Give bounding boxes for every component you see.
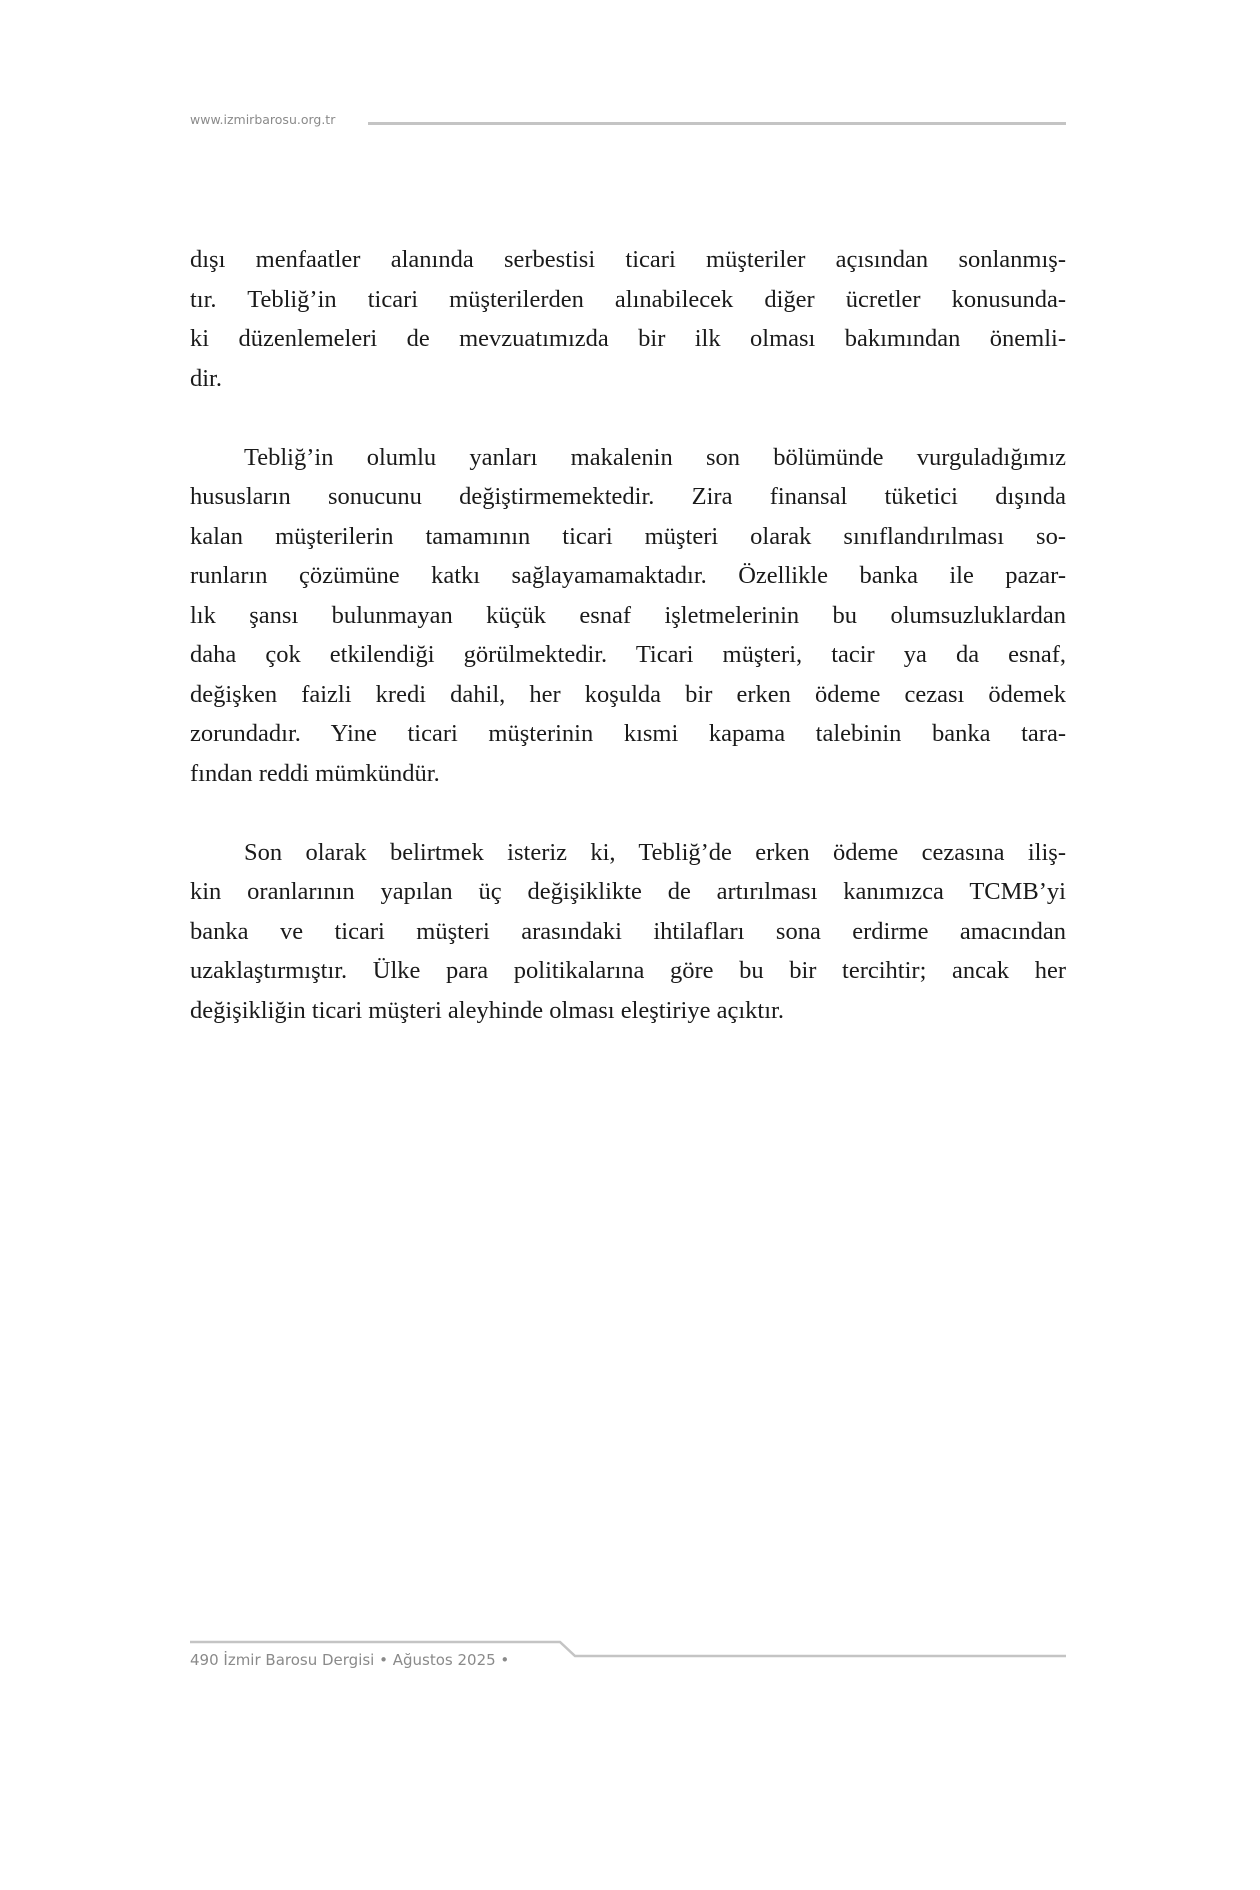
text-line: fından reddi mümkündür. bbox=[190, 759, 440, 787]
text-line: dir. bbox=[190, 364, 222, 392]
text-line: zorundadır. Yine ticari müşterinin kısmi kapama talebinin banka tara- bbox=[190, 720, 1066, 747]
paragraph-1 bbox=[190, 240, 1066, 398]
paragraph-2 bbox=[190, 438, 1066, 794]
text-line: daha çok etkilendiği görülmektedir. Ticari müşteri, tacir ya da esnaf, bbox=[190, 641, 1066, 668]
page-footer bbox=[190, 1635, 1066, 1675]
text-line: ki düzenlemeleri de mevzuatımızda bir ilk olması bakımından önemli- bbox=[190, 325, 1066, 352]
text-line: runların çözümüne katkı sağlayamamaktadır. Özellikle banka ile pazar- bbox=[190, 562, 1066, 589]
page-header bbox=[190, 112, 1066, 132]
text-line: hususların sonucunu değiştirmemektedir. Zira finansal tüketici dışında bbox=[190, 483, 1066, 510]
text-line: değişken faizli kredi dahil, her koşulda bir erken ödeme cezası ödemek bbox=[190, 680, 1066, 708]
text-line: Son olarak belirtmek isteriz ki, Tebliğ’de erken ödeme cezasına iliş- bbox=[244, 838, 1066, 866]
text-line: kalan müşterilerin tamamının ticari müşteri olarak sınıflandırılması so- bbox=[190, 522, 1066, 550]
article-body bbox=[190, 240, 1066, 1070]
text-line: lık şansı bulunmayan küçük esnaf işletmelerinin bu olumsuzluklardan bbox=[190, 601, 1066, 629]
footer-text: 490 İzmir Barosu Dergisi • Ağustos 2025 • bbox=[190, 1651, 510, 1669]
text-line: uzaklaştırmıştır. Ülke para politikalarına göre bu bir tercihtir; ancak her bbox=[190, 957, 1066, 984]
header-rule bbox=[368, 122, 1066, 125]
text-line: Tebliğ’in olumlu yanları makalenin son bölümünde vurguladığımız bbox=[244, 443, 1066, 471]
text-line: dışı menfaatler alanında serbestisi ticari müşteriler açısından sonlanmış- bbox=[190, 246, 1066, 273]
paragraph-3 bbox=[190, 833, 1066, 1031]
text-line: kin oranlarının yapılan üç değişiklikte de artırılması kanımızca TCMB’yi bbox=[190, 878, 1066, 905]
text-line: tır. Tebliğ’in ticari müşterilerden alınabilecek diğer ücretler konusunda- bbox=[190, 285, 1066, 313]
text-line: banka ve ticari müşteri arasındaki ihtilafları sona erdirme amacından bbox=[190, 917, 1066, 945]
header-url: www.izmirbarosu.org.tr bbox=[190, 112, 336, 127]
text-line: değişikliğin ticari müşteri aleyhinde olması eleştiriye açıktır. bbox=[190, 996, 784, 1024]
